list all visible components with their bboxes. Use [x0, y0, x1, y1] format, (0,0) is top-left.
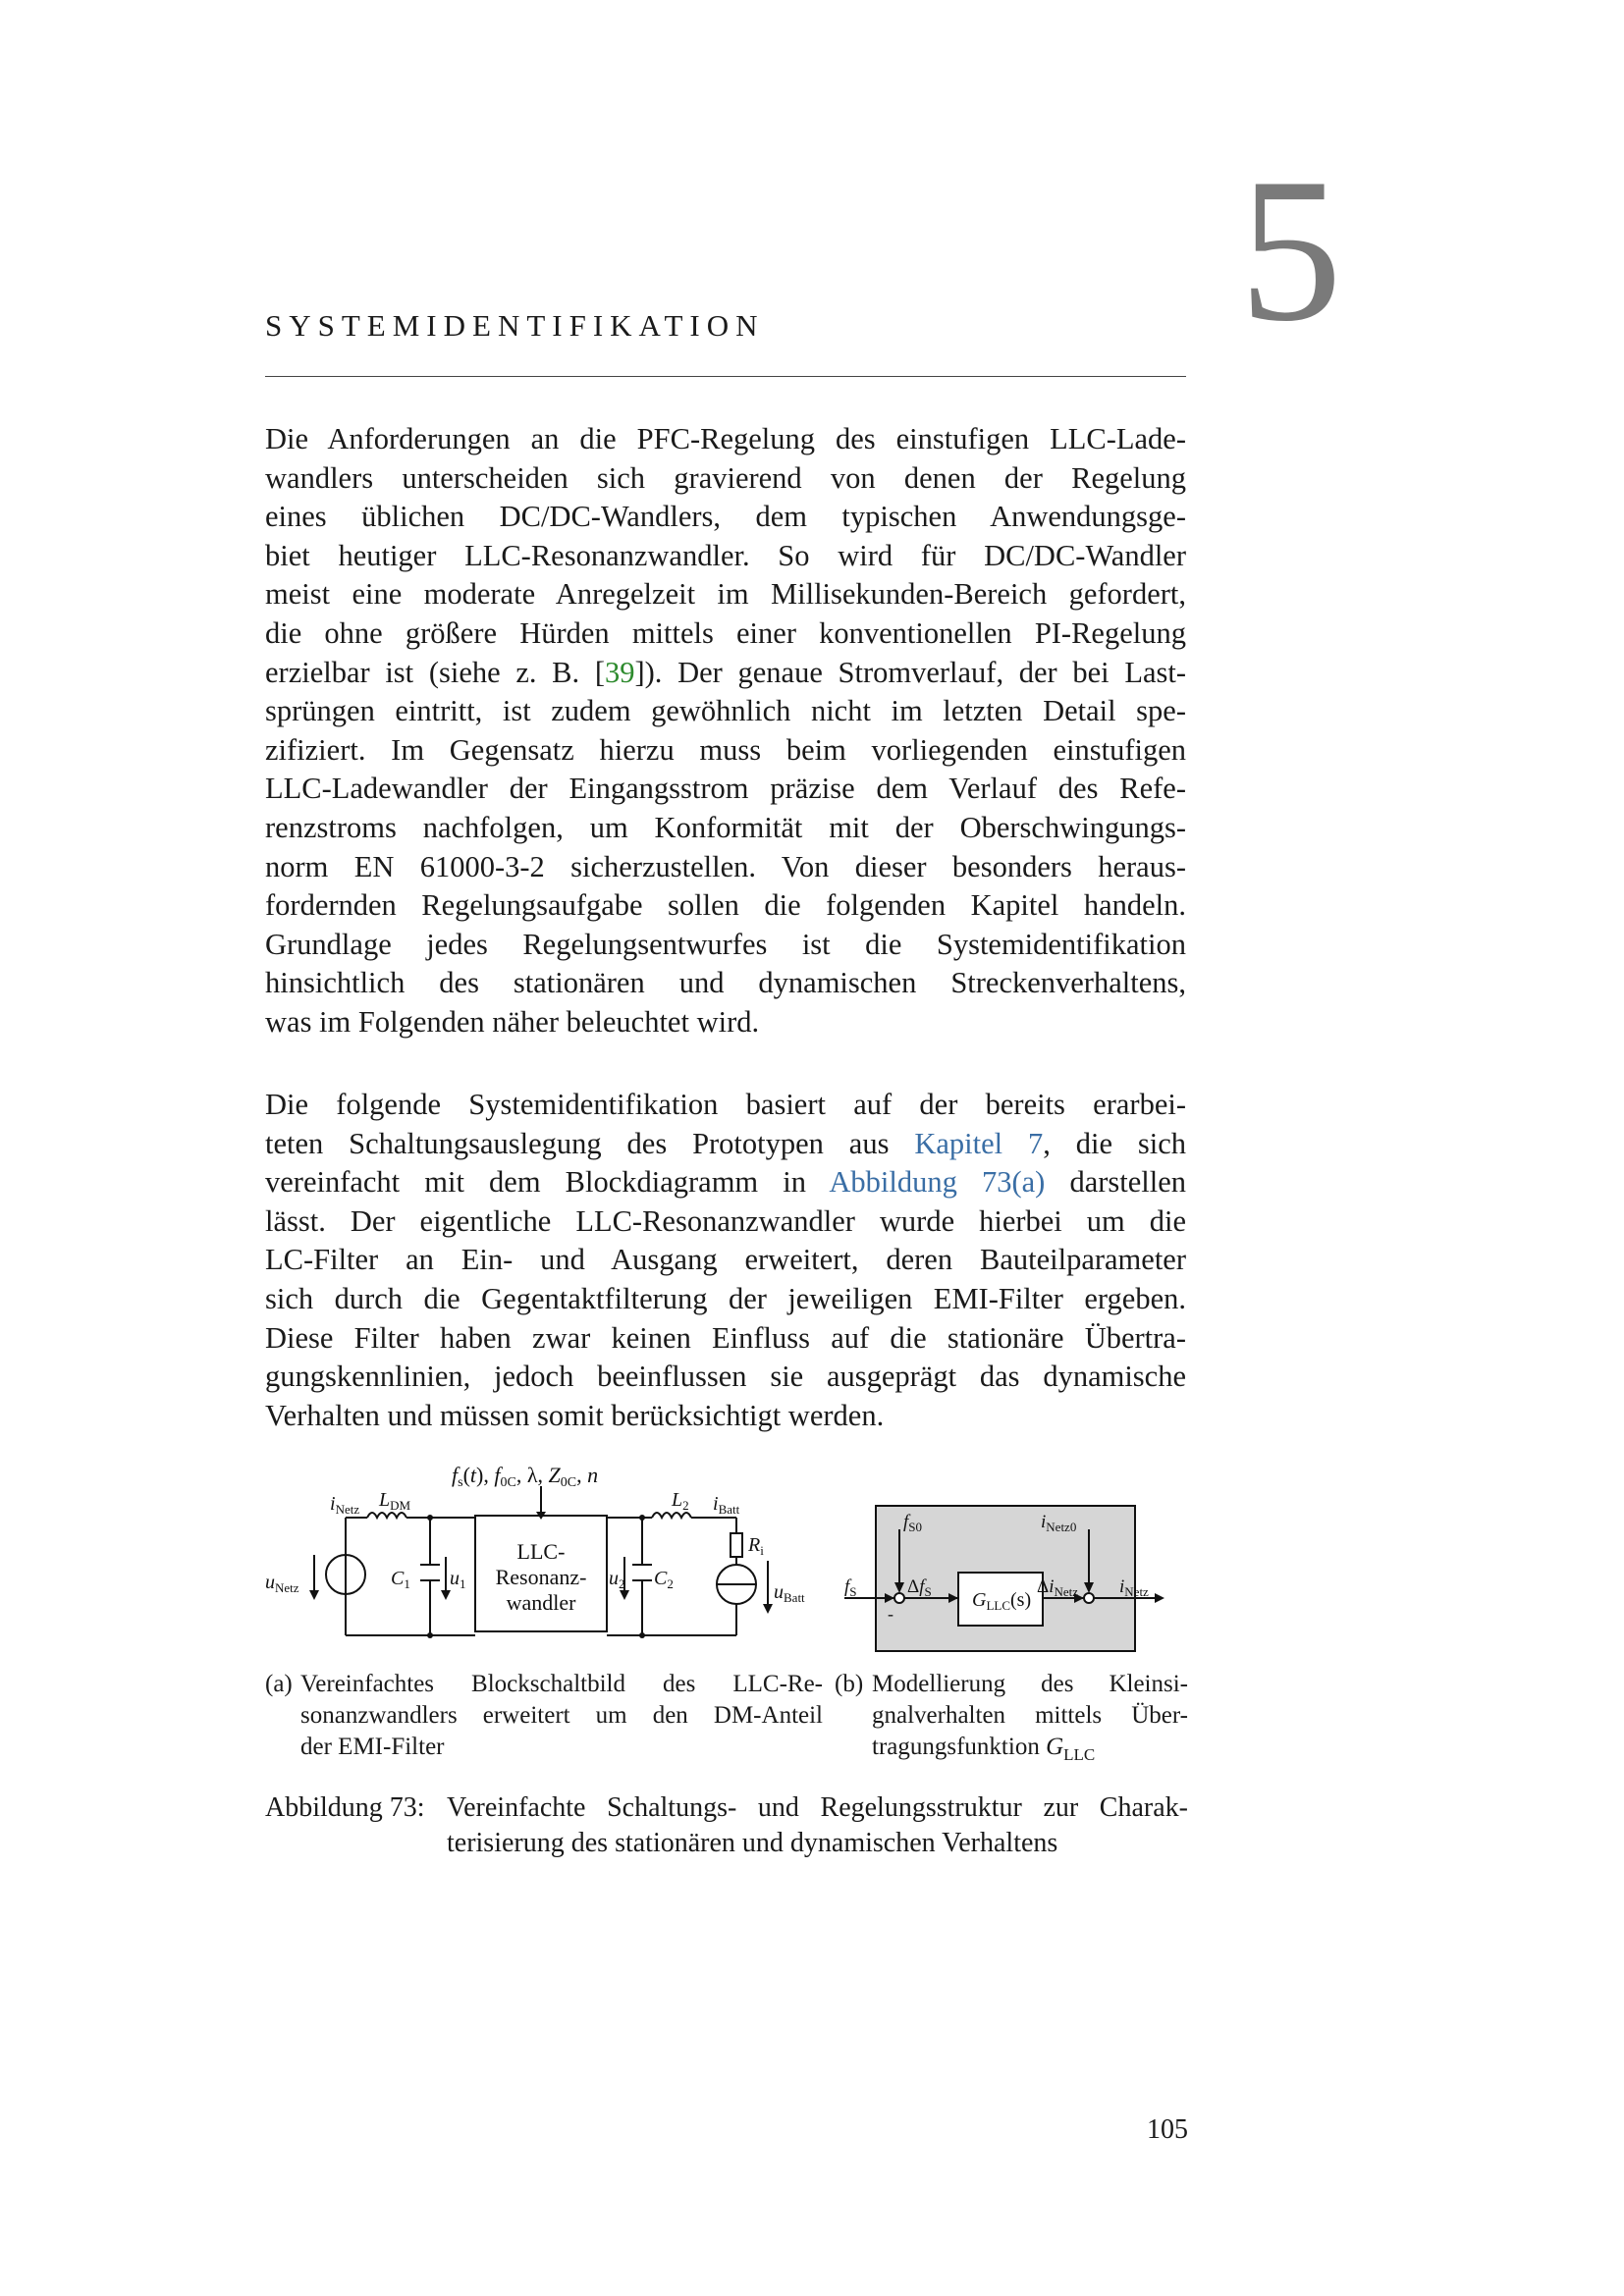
chapter-title: SYSTEMIDENTIFIKATION	[265, 308, 765, 343]
label-l2: $L_2$	[672, 1489, 689, 1513]
text-line: der EMI-Filter	[300, 1734, 445, 1760]
text-line: Modellierung des Kleinsi-	[872, 1671, 1188, 1697]
text-line: hinsichtlich des stationären und dynamischen Streckenverhaltens,	[265, 966, 1186, 1000]
text-line: renzstroms nachfolgen, um Konformität mit der Oberschwingungs-	[265, 810, 1186, 844]
inductor-l2	[652, 1513, 691, 1518]
text-line: gnalverhalten mittels Über-	[872, 1702, 1188, 1729]
label-minus: -	[888, 1604, 893, 1624]
page-number: 105	[1147, 2114, 1188, 2145]
label-delta-fs: $\Delta f_S$	[907, 1576, 932, 1599]
text-line: sonanzwandlers erweitert um den DM-Anteil	[300, 1702, 823, 1729]
converter-label: LLC-	[516, 1539, 566, 1564]
chapter-number: 5	[1239, 136, 1342, 364]
label-u-batt: $u_{Batt}$	[774, 1581, 805, 1605]
figure-link[interactable]: Abbildung 73(a)	[829, 1165, 1046, 1200]
text-line: terisierung des stationären und dynamischen Verhaltens	[447, 1828, 1058, 1858]
label-c1: $C_1$	[391, 1568, 410, 1591]
label-fs-in: $f_S$	[844, 1576, 857, 1599]
label-delta-i-netz: $\Delta i_{Netz}$	[1037, 1576, 1079, 1599]
label-u-netz: $u_{Netz}$	[265, 1572, 299, 1595]
text-line: Die folgende Systemidentifikation basiert auf der bereits erarbei-	[265, 1088, 1186, 1121]
label-i-netz-out: $i_{Netz}$	[1119, 1576, 1149, 1599]
label-i-batt: $i_{Batt}$	[713, 1493, 740, 1517]
label-fs0: $f_{S0}$	[903, 1512, 923, 1534]
label-i-netz0: $i_{Netz0}$	[1041, 1512, 1077, 1534]
label-ri: $R_i$	[748, 1534, 764, 1558]
text-line: fordernden Regelungsaufgabe sollen die folgenden Kapitel handeln.	[265, 888, 1186, 923]
converter-label: Resonanz-	[495, 1565, 587, 1589]
text-line: eines üblichen DC/DC-Wandlers, dem typischen Anwendungsge-	[265, 500, 1186, 534]
text-line: sprüngen eintritt, ist zudem gewöhnlich nicht im letzten Detail spe-	[265, 694, 1186, 728]
text-line: lässt. Der eigentliche LLC-Resonanzwandler wurde hierbei um die	[265, 1203, 1186, 1238]
text-line: die ohne größere Hürden mittels einer konventionellen PI-Regelung	[265, 615, 1186, 650]
subcaption-label: (a)	[265, 1671, 293, 1697]
text-line: Die Anforderungen an die PFC-Regelung des einstufigen LLC-Lade-	[265, 422, 1186, 455]
paragraph-2	[265, 1086, 1186, 1435]
text-line: Diese Filter haben zwar keinen Einfluss auf die stationäre Übertra-	[265, 1320, 1186, 1355]
label-l-dm: $L_{DM}$	[379, 1489, 411, 1513]
text-line: norm EN 61000-3-2 sicherzustellen. Von dieser besonders heraus-	[265, 849, 1186, 883]
text-line: Grundlage jedes Regelungsentwurfes ist die Systemidentifikation	[265, 927, 1186, 961]
title-rule	[265, 376, 1186, 377]
citation-link[interactable]: 39	[604, 655, 635, 689]
converter-params: fs(t), f0C, λ, Z0C, n	[452, 1463, 599, 1490]
figure-b-block-diagram	[844, 1492, 1168, 1688]
label-u2: $u_2$	[609, 1568, 625, 1591]
label-c2: $C_2$	[654, 1568, 674, 1591]
text-line: gungskennlinien, jedoch beeinflussen sie ausgeprägt das dynamische	[265, 1360, 1186, 1394]
text-line: Vereinfachte Schaltungs- und Regelungsstruktur zur Charak-	[447, 1792, 1188, 1823]
text-line: zifiziert. Im Gegensatz hierzu muss beim vorliegenden einstufigen	[265, 732, 1186, 767]
text-line: wandlers unterscheiden sich gravierend von denen der Regelung	[265, 460, 1186, 495]
caption-label: Abbildung 73:	[265, 1792, 425, 1823]
text-line: sich durch die Gegentaktfilterung der jeweiligen EMI-Filter ergeben.	[265, 1281, 1186, 1315]
text-line: Verhalten und müssen somit berücksichtigt werden.	[265, 1398, 885, 1432]
converter-label: wandler	[506, 1590, 576, 1615]
text-line: vereinfacht mit dem Blockdiagramm in Abbildung 73(a) darstellen	[265, 1165, 1187, 1200]
paragraph-1	[265, 420, 1186, 1042]
label-u1: $u_1$	[450, 1568, 466, 1591]
text-line: biet heutiger LLC-Resonanzwandler. So wird für DC/DC-Wandler	[265, 538, 1186, 572]
text-line: tragungsfunktion $G_{LLC}$	[872, 1734, 1096, 1764]
label-i-netz: $i_{Netz}$	[330, 1493, 360, 1517]
chapter-link[interactable]: Kapitel 7	[914, 1126, 1044, 1160]
text-line: erzielbar ist (siehe z. B. [39]). Der genaue Stromverlauf, der bei Last-	[265, 655, 1186, 689]
inductor-ldm	[367, 1513, 406, 1518]
text-line: teten Schaltungsauslegung des Prototypen aus Kapitel 7, die sich	[265, 1126, 1186, 1160]
text-line: Vereinfachtes Blockschaltbild des LLC-Re-	[300, 1671, 823, 1697]
text-line: LLC-Ladewandler der Eingangsstrom präzise dem Verlauf des Refe-	[265, 772, 1186, 806]
figure-a-circuit	[265, 1463, 815, 1659]
block-label: $G_{LLC}(s)$	[972, 1589, 1032, 1613]
text-line: meist eine moderate Anregelzeit im Millisekunden-Bereich gefordert,	[265, 577, 1186, 612]
text-line: LC-Filter an Ein- und Ausgang erweitert, deren Bauteilparameter	[265, 1243, 1186, 1277]
subcaption-label: (b)	[835, 1671, 864, 1697]
text-line: was im Folgenden näher beleuchtet wird.	[265, 1004, 760, 1039]
